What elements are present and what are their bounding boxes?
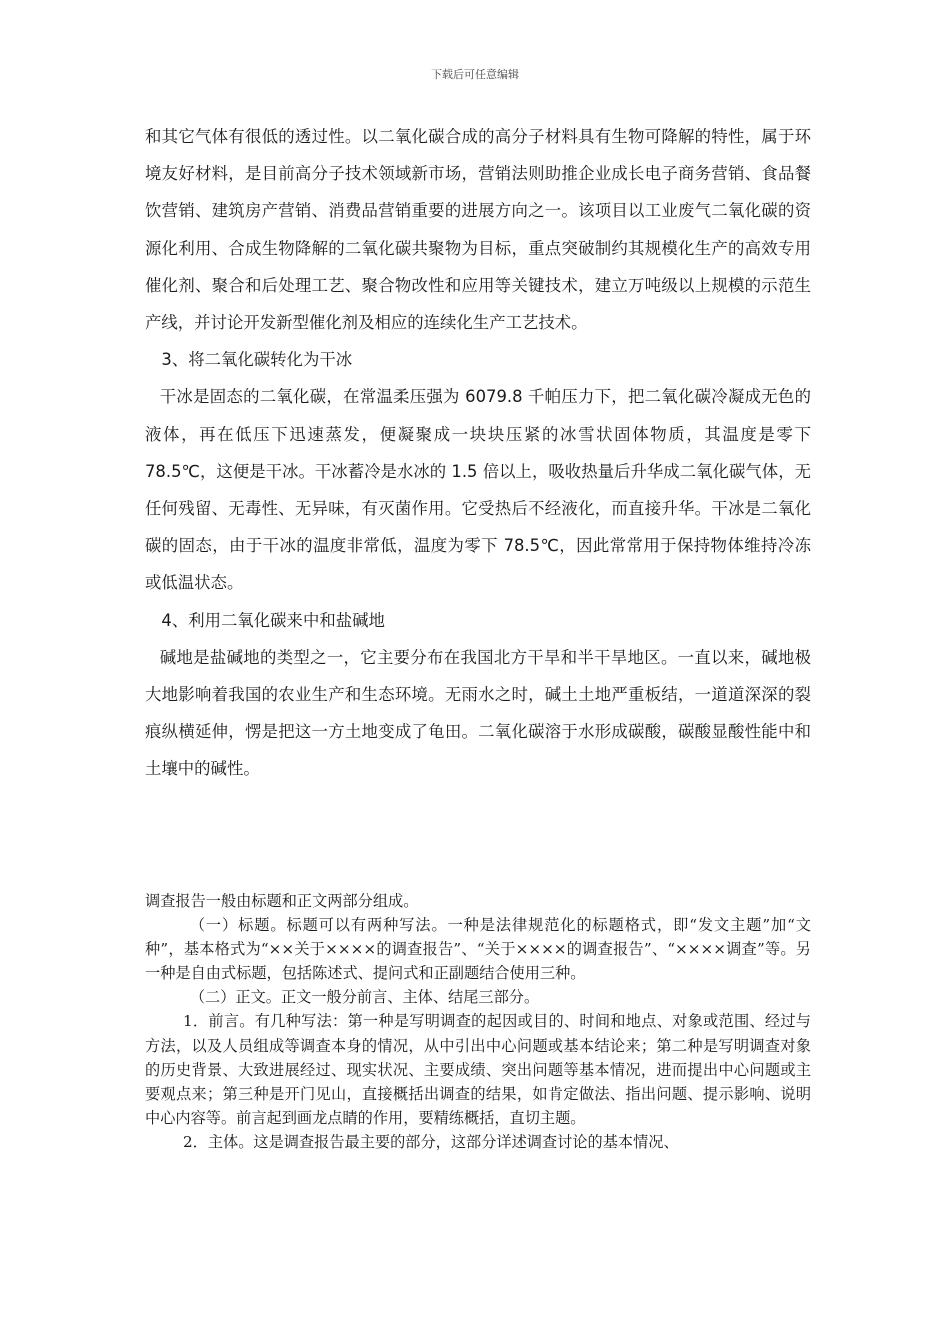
paragraph-co2-polymer: 和其它气体有很低的透过性。以二氧化碳合成的高分子材料具有生物可降解的特性，属于环境友好材料，是目前高分子技术领域新市场，营销法则助推企业成长电子商务营销、食品餐饮营销、建筑房产营销、消费品营销重要的进展方向之一。该项目以工业废气二氧化碳的资源化利用、合成生物降解的二氧化碳共聚物为目标，重点突破制约其规模化生产的高效专用催化剂、聚合和后处理工艺、聚合物改性和应用等关键技术，建立万吨级以上规模的示范生产线，并讨论开发新型催化剂及相应的连续化生产工艺技术。 — [145, 127, 811, 333]
page-header: 下载后可任意编辑 — [431, 68, 519, 81]
paragraph-intro: 调查报告一般由标题和正文两部分组成。 — [145, 892, 419, 910]
paragraph-preface: 1．前言。有几种写法：第一种是写明调查的起因或目的、时间和地点、对象或范围、经过与方法，以及人员组成等调查本身的情况，从中引出中心问题或基本结论来；第二种是写明调查对象的历史背景、大致进展经过、现实状况、主要成绩、突出问题等基本情况，进而提出中心问题或主要观点来；第三种是开门见山，直接概括出调查的结果，如肯定做法、指出问题、提示影响、说明中心内容等。前言起到画龙点睛的作用，要精练概括，直切主题。 — [145, 1012, 811, 1127]
article-section — [145, 118, 811, 788]
paragraph-dry-ice: 干冰是固态的二氧化碳，在常温柔压强为 6079.8 千帕压力下，把二氧化碳冷凝成无色的液体，再在低压下迅速蒸发，便凝聚成一块块压紧的冰雪状固体物质，其温度是零下 78.5℃，这便是干冰。干冰蓄冷是水冰的 1.5 倍以上，吸收热量后升华成二氧化碳气体，无任何残留、无毒性、无异味，有灭菌作用。它受热后不经液化，而直接升华。干冰是二氧化碳的固态，由于干冰的温度非常低，温度为零下 78.5℃，因此常常用于保持物体维持冷冻或低温状态。 — [145, 387, 811, 593]
paragraph-saline-alkali: 碱地是盐碱地的类型之一，它主要分布在我国北方干旱和半干旱地区。一直以来，碱地极大地影响着我国的农业生产和生态环境。无雨水之时，碱土土地严重板结，一道道深深的裂痕纵横延伸，愣是把这一方土地变成了龟田。二氧化碳溶于水形成碳酸，碳酸显酸性能中和土壤中的碱性。 — [145, 647, 811, 779]
paragraph-body-parts: （二）正文。正文一般分前言、主体、结尾三部分。 — [189, 988, 540, 1007]
paragraph-title-format: （一）标题。标题可以有两种写法。一种是法律规范化的标题格式，即“发文主题”加“文种”，基本格式为“××关于××××的调查报告”、“关于××××的调查报告”、“××××调查”等。另一种是自由式标题，包括陈述式、提问式和正副题结合使用三种。 — [145, 916, 811, 983]
paragraph-main-body: 2．主体。这是调查报告最主要的部分，这部分详述调查讨论的基本情况、 — [183, 1132, 679, 1151]
heading-dry-ice: 3、将二氧化碳转化为干冰 — [161, 350, 353, 370]
heading-saline-alkali: 4、利用二氧化碳来中和盐碱地 — [161, 610, 385, 630]
report-guide-section — [145, 889, 811, 1154]
